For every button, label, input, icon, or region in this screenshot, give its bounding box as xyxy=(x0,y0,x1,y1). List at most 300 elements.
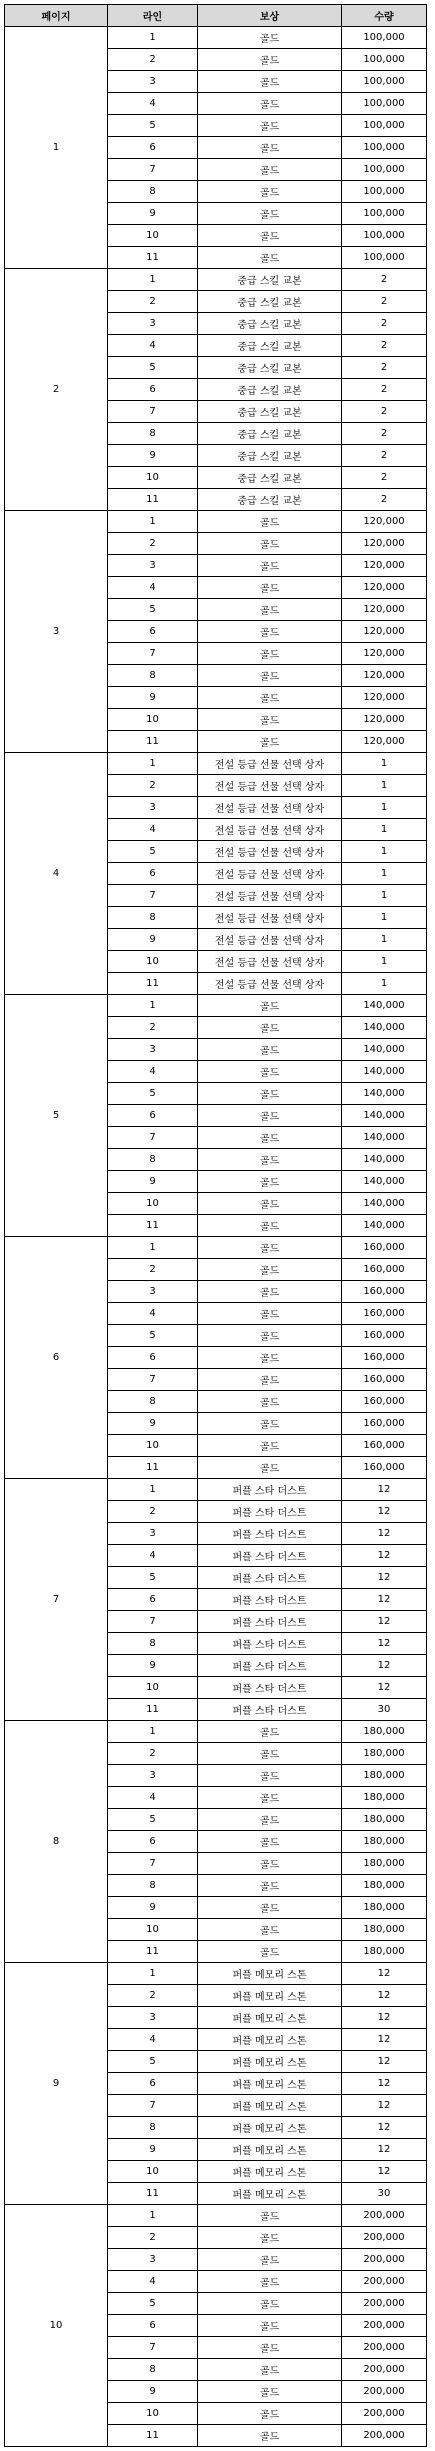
line-number-cell: 2 xyxy=(108,291,198,313)
line-number-cell: 3 xyxy=(108,555,198,577)
reward-cell: 골드 xyxy=(198,1941,342,1963)
line-number-cell: 8 xyxy=(108,907,198,929)
line-number-cell: 6 xyxy=(108,1589,198,1611)
line-number-cell: 8 xyxy=(108,665,198,687)
quantity-cell: 140,000 xyxy=(342,995,427,1017)
quantity-cell: 140,000 xyxy=(342,1193,427,1215)
quantity-cell: 140,000 xyxy=(342,1017,427,1039)
line-number-cell: 9 xyxy=(108,929,198,951)
line-number-cell: 3 xyxy=(108,1523,198,1545)
line-number-cell: 4 xyxy=(108,1545,198,1567)
reward-cell: 중급 스킬 교본 xyxy=(198,423,342,445)
reward-cell: 중급 스킬 교본 xyxy=(198,357,342,379)
quantity-cell: 12 xyxy=(342,2051,427,2073)
reward-cell: 골드 xyxy=(198,1765,342,1787)
quantity-cell: 30 xyxy=(342,1699,427,1721)
quantity-cell: 180,000 xyxy=(342,1875,427,1897)
quantity-cell: 120,000 xyxy=(342,511,427,533)
reward-cell: 골드 xyxy=(198,533,342,555)
line-number-cell: 3 xyxy=(108,313,198,335)
line-number-cell: 7 xyxy=(108,2095,198,2117)
reward-cell: 퍼플 메모리 스톤 xyxy=(198,2095,342,2117)
line-number-cell: 1 xyxy=(108,753,198,775)
quantity-cell: 100,000 xyxy=(342,27,427,49)
quantity-cell: 140,000 xyxy=(342,1083,427,1105)
reward-cell: 중급 스킬 교본 xyxy=(198,379,342,401)
line-number-cell: 6 xyxy=(108,1831,198,1853)
reward-cell: 골드 xyxy=(198,621,342,643)
reward-cell: 골드 xyxy=(198,1171,342,1193)
quantity-cell: 1 xyxy=(342,819,427,841)
line-number-cell: 2 xyxy=(108,1259,198,1281)
quantity-cell: 12 xyxy=(342,2117,427,2139)
line-number-cell: 9 xyxy=(108,1897,198,1919)
line-number-cell: 8 xyxy=(108,1633,198,1655)
reward-cell: 골드 xyxy=(198,2359,342,2381)
reward-cell: 골드 xyxy=(198,1039,342,1061)
line-number-cell: 10 xyxy=(108,2161,198,2183)
quantity-cell: 100,000 xyxy=(342,225,427,247)
quantity-cell: 12 xyxy=(342,1589,427,1611)
page-number-cell: 2 xyxy=(5,269,108,511)
page-number-cell: 5 xyxy=(5,995,108,1237)
line-number-cell: 1 xyxy=(108,1721,198,1743)
reward-cell: 퍼플 스타 더스트 xyxy=(198,1589,342,1611)
reward-cell: 골드 xyxy=(198,2271,342,2293)
reward-cell: 골드 xyxy=(198,1303,342,1325)
quantity-cell: 160,000 xyxy=(342,1413,427,1435)
line-number-cell: 4 xyxy=(108,577,198,599)
quantity-cell: 180,000 xyxy=(342,1941,427,1963)
reward-cell: 골드 xyxy=(198,1435,342,1457)
reward-cell: 전설 등급 선물 선택 상자 xyxy=(198,863,342,885)
line-number-cell: 11 xyxy=(108,731,198,753)
reward-cell: 중급 스킬 교본 xyxy=(198,401,342,423)
line-number-cell: 5 xyxy=(108,1567,198,1589)
page-number-cell: 9 xyxy=(5,1963,108,2205)
line-number-cell: 4 xyxy=(108,819,198,841)
line-number-cell: 8 xyxy=(108,2359,198,2381)
reward-cell: 골드 xyxy=(198,137,342,159)
reward-cell: 중급 스킬 교본 xyxy=(198,489,342,511)
line-number-cell: 9 xyxy=(108,1171,198,1193)
line-number-cell: 11 xyxy=(108,1699,198,1721)
line-number-cell: 5 xyxy=(108,599,198,621)
reward-cell: 골드 xyxy=(198,1831,342,1853)
reward-table-container xyxy=(4,4,427,2447)
line-number-cell: 8 xyxy=(108,1875,198,1897)
line-number-cell: 5 xyxy=(108,357,198,379)
line-number-cell: 1 xyxy=(108,269,198,291)
line-number-cell: 11 xyxy=(108,1457,198,1479)
reward-cell: 전설 등급 선물 선택 상자 xyxy=(198,973,342,995)
line-number-cell: 8 xyxy=(108,1391,198,1413)
reward-cell: 퍼플 메모리 스톤 xyxy=(198,1963,342,1985)
line-number-cell: 3 xyxy=(108,2249,198,2271)
reward-cell: 퍼플 스타 더스트 xyxy=(198,1699,342,1721)
reward-cell: 퍼플 메모리 스톤 xyxy=(198,2051,342,2073)
quantity-cell: 140,000 xyxy=(342,1061,427,1083)
table-row xyxy=(5,1237,427,1259)
line-number-cell: 3 xyxy=(108,1281,198,1303)
line-number-cell: 1 xyxy=(108,1963,198,1985)
line-number-cell: 1 xyxy=(108,511,198,533)
line-number-cell: 5 xyxy=(108,115,198,137)
reward-cell: 퍼플 스타 더스트 xyxy=(198,1677,342,1699)
reward-cell: 골드 xyxy=(198,1325,342,1347)
page-number-cell: 4 xyxy=(5,753,108,995)
table-header xyxy=(5,5,427,27)
quantity-cell: 160,000 xyxy=(342,1237,427,1259)
reward-cell: 골드 xyxy=(198,2227,342,2249)
line-number-cell: 8 xyxy=(108,1149,198,1171)
quantity-cell: 160,000 xyxy=(342,1281,427,1303)
reward-cell: 골드 xyxy=(198,599,342,621)
line-number-cell: 2 xyxy=(108,775,198,797)
reward-cell: 골드 xyxy=(198,1215,342,1237)
quantity-cell: 180,000 xyxy=(342,1919,427,1941)
quantity-cell: 200,000 xyxy=(342,2403,427,2425)
reward-cell: 골드 xyxy=(198,1347,342,1369)
reward-cell: 골드 xyxy=(198,2205,342,2227)
line-number-cell: 5 xyxy=(108,1809,198,1831)
line-number-cell: 10 xyxy=(108,1435,198,1457)
reward-cell: 골드 xyxy=(198,2249,342,2271)
reward-cell: 퍼플 스타 더스트 xyxy=(198,1633,342,1655)
reward-cell: 골드 xyxy=(198,1853,342,1875)
quantity-cell: 1 xyxy=(342,775,427,797)
reward-cell: 퍼플 스타 더스트 xyxy=(198,1501,342,1523)
line-number-cell: 2 xyxy=(108,1985,198,2007)
column-header-reward: 보상 xyxy=(198,5,342,27)
reward-cell: 골드 xyxy=(198,1787,342,1809)
quantity-cell: 12 xyxy=(342,2029,427,2051)
reward-cell: 전설 등급 선물 선택 상자 xyxy=(198,841,342,863)
reward-cell: 골드 xyxy=(198,1149,342,1171)
quantity-cell: 200,000 xyxy=(342,2337,427,2359)
reward-cell: 전설 등급 선물 선택 상자 xyxy=(198,885,342,907)
line-number-cell: 7 xyxy=(108,643,198,665)
reward-cell: 골드 xyxy=(198,1259,342,1281)
line-number-cell: 3 xyxy=(108,797,198,819)
reward-cell: 중급 스킬 교본 xyxy=(198,313,342,335)
table-row xyxy=(5,1479,427,1501)
page-number-cell: 8 xyxy=(5,1721,108,1963)
reward-cell: 전설 등급 선물 선택 상자 xyxy=(198,951,342,973)
reward-cell: 골드 xyxy=(198,1237,342,1259)
line-number-cell: 10 xyxy=(108,225,198,247)
quantity-cell: 120,000 xyxy=(342,687,427,709)
quantity-cell: 160,000 xyxy=(342,1369,427,1391)
quantity-cell: 200,000 xyxy=(342,2249,427,2271)
quantity-cell: 1 xyxy=(342,863,427,885)
reward-cell: 골드 xyxy=(198,1809,342,1831)
quantity-cell: 100,000 xyxy=(342,49,427,71)
line-number-cell: 1 xyxy=(108,2205,198,2227)
quantity-cell: 100,000 xyxy=(342,181,427,203)
reward-cell: 골드 xyxy=(198,49,342,71)
quantity-cell: 12 xyxy=(342,1523,427,1545)
line-number-cell: 5 xyxy=(108,2051,198,2073)
reward-cell: 골드 xyxy=(198,665,342,687)
reward-cell: 골드 xyxy=(198,2337,342,2359)
line-number-cell: 7 xyxy=(108,2337,198,2359)
quantity-cell: 12 xyxy=(342,1501,427,1523)
quantity-cell: 1 xyxy=(342,841,427,863)
line-number-cell: 5 xyxy=(108,2293,198,2315)
line-number-cell: 9 xyxy=(108,687,198,709)
reward-cell: 골드 xyxy=(198,225,342,247)
reward-cell: 전설 등급 선물 선택 상자 xyxy=(198,907,342,929)
reward-cell: 전설 등급 선물 선택 상자 xyxy=(198,929,342,951)
reward-cell: 퍼플 메모리 스톤 xyxy=(198,2073,342,2095)
reward-cell: 골드 xyxy=(198,247,342,269)
line-number-cell: 8 xyxy=(108,423,198,445)
line-number-cell: 3 xyxy=(108,2007,198,2029)
quantity-cell: 200,000 xyxy=(342,2205,427,2227)
reward-cell: 골드 xyxy=(198,1193,342,1215)
quantity-cell: 30 xyxy=(342,2183,427,2205)
line-number-cell: 4 xyxy=(108,1787,198,1809)
reward-cell: 골드 xyxy=(198,115,342,137)
quantity-cell: 180,000 xyxy=(342,1721,427,1743)
quantity-cell: 120,000 xyxy=(342,533,427,555)
line-number-cell: 11 xyxy=(108,1215,198,1237)
line-number-cell: 9 xyxy=(108,445,198,467)
line-number-cell: 4 xyxy=(108,1303,198,1325)
table-row xyxy=(5,1963,427,1985)
reward-cell: 골드 xyxy=(198,577,342,599)
quantity-cell: 12 xyxy=(342,1479,427,1501)
line-number-cell: 11 xyxy=(108,973,198,995)
reward-cell: 골드 xyxy=(198,1897,342,1919)
table-body xyxy=(5,27,427,2447)
page-number-cell: 3 xyxy=(5,511,108,753)
quantity-cell: 180,000 xyxy=(342,1743,427,1765)
reward-cell: 중급 스킬 교본 xyxy=(198,467,342,489)
quantity-cell: 12 xyxy=(342,2139,427,2161)
reward-cell: 전설 등급 선물 선택 상자 xyxy=(198,753,342,775)
line-number-cell: 6 xyxy=(108,2315,198,2337)
quantity-cell: 1 xyxy=(342,753,427,775)
reward-cell: 중급 스킬 교본 xyxy=(198,269,342,291)
page-number-cell: 6 xyxy=(5,1237,108,1479)
quantity-cell: 1 xyxy=(342,797,427,819)
reward-cell: 퍼플 메모리 스톤 xyxy=(198,1985,342,2007)
reward-cell: 중급 스킬 교본 xyxy=(198,445,342,467)
reward-cell: 골드 xyxy=(198,1061,342,1083)
quantity-cell: 120,000 xyxy=(342,599,427,621)
reward-cell: 퍼플 메모리 스톤 xyxy=(198,2029,342,2051)
reward-cell: 골드 xyxy=(198,1017,342,1039)
reward-cell: 골드 xyxy=(198,2425,342,2447)
page-number-cell: 10 xyxy=(5,2205,108,2447)
quantity-cell: 120,000 xyxy=(342,621,427,643)
reward-cell: 퍼플 스타 더스트 xyxy=(198,1567,342,1589)
line-number-cell: 5 xyxy=(108,841,198,863)
line-number-cell: 8 xyxy=(108,2117,198,2139)
reward-cell: 골드 xyxy=(198,1391,342,1413)
reward-cell: 골드 xyxy=(198,1743,342,1765)
column-header-page: 페이지 xyxy=(5,5,108,27)
quantity-cell: 160,000 xyxy=(342,1325,427,1347)
quantity-cell: 12 xyxy=(342,1963,427,1985)
quantity-cell: 12 xyxy=(342,1985,427,2007)
reward-table xyxy=(4,4,427,2447)
page-number-cell: 7 xyxy=(5,1479,108,1721)
column-header-quantity: 수량 xyxy=(342,5,427,27)
table-row xyxy=(5,511,427,533)
table-row xyxy=(5,2205,427,2227)
line-number-cell: 9 xyxy=(108,1413,198,1435)
reward-cell: 골드 xyxy=(198,203,342,225)
quantity-cell: 140,000 xyxy=(342,1105,427,1127)
reward-cell: 골드 xyxy=(198,995,342,1017)
line-number-cell: 2 xyxy=(108,49,198,71)
quantity-cell: 2 xyxy=(342,269,427,291)
quantity-cell: 12 xyxy=(342,1633,427,1655)
quantity-cell: 12 xyxy=(342,2095,427,2117)
quantity-cell: 12 xyxy=(342,1655,427,1677)
reward-cell: 골드 xyxy=(198,1127,342,1149)
quantity-cell: 180,000 xyxy=(342,1809,427,1831)
reward-cell: 중급 스킬 교본 xyxy=(198,335,342,357)
line-number-cell: 4 xyxy=(108,93,198,115)
line-number-cell: 4 xyxy=(108,2271,198,2293)
line-number-cell: 11 xyxy=(108,1941,198,1963)
table-row xyxy=(5,1721,427,1743)
reward-cell: 골드 xyxy=(198,2381,342,2403)
line-number-cell: 5 xyxy=(108,1083,198,1105)
quantity-cell: 200,000 xyxy=(342,2315,427,2337)
line-number-cell: 2 xyxy=(108,533,198,555)
line-number-cell: 6 xyxy=(108,2073,198,2095)
quantity-cell: 12 xyxy=(342,2073,427,2095)
line-number-cell: 6 xyxy=(108,379,198,401)
reward-cell: 골드 xyxy=(198,1457,342,1479)
reward-cell: 퍼플 메모리 스톤 xyxy=(198,2007,342,2029)
quantity-cell: 12 xyxy=(342,2161,427,2183)
table-row xyxy=(5,269,427,291)
reward-cell: 골드 xyxy=(198,687,342,709)
line-number-cell: 2 xyxy=(108,2227,198,2249)
quantity-cell: 140,000 xyxy=(342,1127,427,1149)
page-number-cell: 1 xyxy=(5,27,108,269)
line-number-cell: 4 xyxy=(108,335,198,357)
quantity-cell: 200,000 xyxy=(342,2359,427,2381)
line-number-cell: 10 xyxy=(108,1193,198,1215)
quantity-cell: 2 xyxy=(342,357,427,379)
reward-cell: 골드 xyxy=(198,1281,342,1303)
line-number-cell: 1 xyxy=(108,1237,198,1259)
line-number-cell: 7 xyxy=(108,1853,198,1875)
quantity-cell: 2 xyxy=(342,489,427,511)
line-number-cell: 6 xyxy=(108,1347,198,1369)
reward-cell: 퍼플 메모리 스톤 xyxy=(198,2183,342,2205)
quantity-cell: 180,000 xyxy=(342,1853,427,1875)
line-number-cell: 2 xyxy=(108,1017,198,1039)
line-number-cell: 10 xyxy=(108,1919,198,1941)
line-number-cell: 7 xyxy=(108,401,198,423)
quantity-cell: 120,000 xyxy=(342,643,427,665)
reward-cell: 퍼플 메모리 스톤 xyxy=(198,2139,342,2161)
line-number-cell: 4 xyxy=(108,1061,198,1083)
reward-cell: 전설 등급 선물 선택 상자 xyxy=(198,775,342,797)
line-number-cell: 10 xyxy=(108,467,198,489)
reward-cell: 골드 xyxy=(198,2315,342,2337)
line-number-cell: 6 xyxy=(108,1105,198,1127)
line-number-cell: 7 xyxy=(108,159,198,181)
line-number-cell: 11 xyxy=(108,489,198,511)
line-number-cell: 1 xyxy=(108,27,198,49)
reward-cell: 골드 xyxy=(198,555,342,577)
line-number-cell: 11 xyxy=(108,2183,198,2205)
quantity-cell: 160,000 xyxy=(342,1259,427,1281)
quantity-cell: 160,000 xyxy=(342,1457,427,1479)
table-row xyxy=(5,753,427,775)
quantity-cell: 12 xyxy=(342,1677,427,1699)
reward-cell: 골드 xyxy=(198,181,342,203)
reward-cell: 골드 xyxy=(198,511,342,533)
quantity-cell: 100,000 xyxy=(342,93,427,115)
quantity-cell: 160,000 xyxy=(342,1435,427,1457)
quantity-cell: 200,000 xyxy=(342,2381,427,2403)
quantity-cell: 100,000 xyxy=(342,71,427,93)
quantity-cell: 12 xyxy=(342,1611,427,1633)
quantity-cell: 120,000 xyxy=(342,555,427,577)
quantity-cell: 180,000 xyxy=(342,1765,427,1787)
reward-cell: 골드 xyxy=(198,2403,342,2425)
line-number-cell: 9 xyxy=(108,203,198,225)
reward-cell: 전설 등급 선물 선택 상자 xyxy=(198,797,342,819)
quantity-cell: 12 xyxy=(342,1567,427,1589)
reward-cell: 퍼플 스타 더스트 xyxy=(198,1523,342,1545)
line-number-cell: 2 xyxy=(108,1501,198,1523)
line-number-cell: 6 xyxy=(108,621,198,643)
quantity-cell: 1 xyxy=(342,951,427,973)
line-number-cell: 11 xyxy=(108,247,198,269)
reward-cell: 골드 xyxy=(198,1105,342,1127)
quantity-cell: 160,000 xyxy=(342,1303,427,1325)
quantity-cell: 1 xyxy=(342,885,427,907)
reward-cell: 골드 xyxy=(198,709,342,731)
line-number-cell: 8 xyxy=(108,181,198,203)
line-number-cell: 7 xyxy=(108,1611,198,1633)
quantity-cell: 120,000 xyxy=(342,709,427,731)
quantity-cell: 2 xyxy=(342,313,427,335)
reward-cell: 골드 xyxy=(198,1413,342,1435)
quantity-cell: 200,000 xyxy=(342,2271,427,2293)
line-number-cell: 4 xyxy=(108,2029,198,2051)
reward-cell: 퍼플 스타 더스트 xyxy=(198,1655,342,1677)
line-number-cell: 6 xyxy=(108,863,198,885)
reward-cell: 골드 xyxy=(198,159,342,181)
line-number-cell: 9 xyxy=(108,1655,198,1677)
reward-cell: 골드 xyxy=(198,643,342,665)
quantity-cell: 1 xyxy=(342,929,427,951)
line-number-cell: 7 xyxy=(108,1127,198,1149)
reward-cell: 골드 xyxy=(198,71,342,93)
table-row xyxy=(5,995,427,1017)
line-number-cell: 10 xyxy=(108,951,198,973)
line-number-cell: 1 xyxy=(108,1479,198,1501)
reward-cell: 중급 스킬 교본 xyxy=(198,291,342,313)
quantity-cell: 2 xyxy=(342,291,427,313)
reward-cell: 퍼플 스타 더스트 xyxy=(198,1611,342,1633)
reward-cell: 골드 xyxy=(198,1083,342,1105)
line-number-cell: 10 xyxy=(108,2403,198,2425)
reward-cell: 골드 xyxy=(198,93,342,115)
